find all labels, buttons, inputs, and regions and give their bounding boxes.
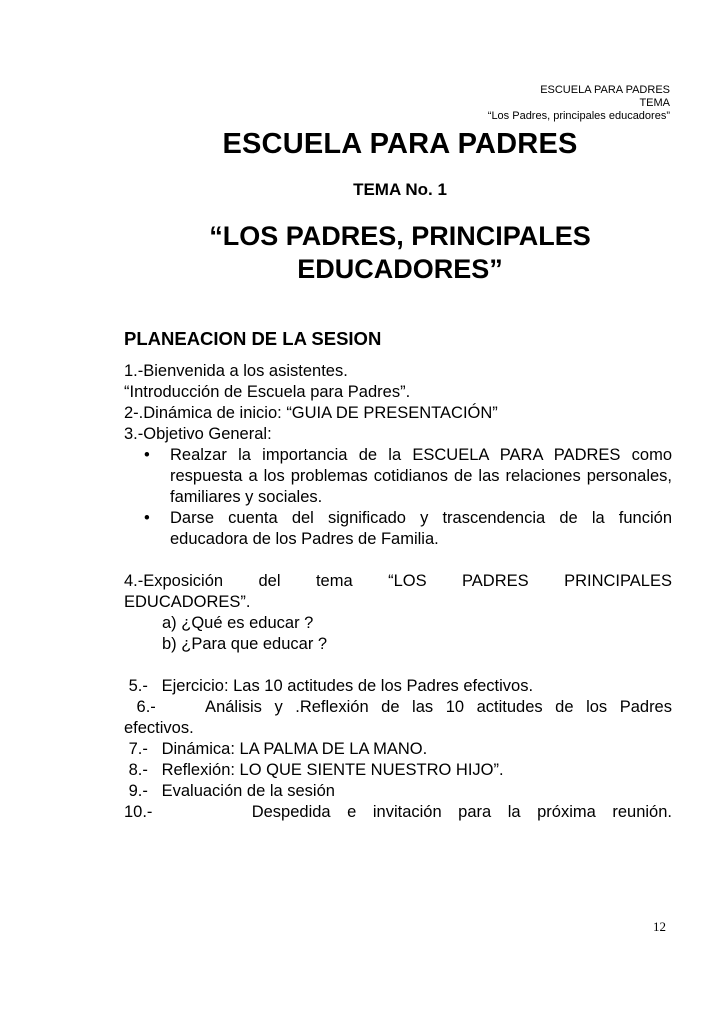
plan-item-4-a: a) ¿Qué es educar ? — [162, 614, 314, 632]
header-line-3: “Los Padres, principales educadores” — [487, 110, 670, 122]
plan-item-7: 7.- Dinámica: LA PALMA DE LA MANO. — [124, 740, 428, 758]
header-line-1: ESCUELA PARA PADRES — [540, 84, 670, 96]
subject-line-2: EDUCADORES” — [297, 254, 503, 284]
document-title: ESCUELA PARA PADRES — [222, 128, 578, 160]
list-item — [124, 508, 672, 550]
session-plan — [124, 328, 672, 823]
plan-item-4: 4.-Exposición del tema “LOS PADRES PRINCIPALES — [124, 572, 672, 590]
section-heading: PLANEACION DE LA SESION — [124, 328, 382, 349]
plan-item-2: 2-.Dinámica de inicio: “GUIA DE PRESENTACIÓN” — [124, 404, 498, 422]
bullet-icon: • — [144, 446, 150, 464]
objective-text: Realzar la importancia de la ESCUELA PARA PADRES como respuesta a los problemas cotidianos de las relaciones personales, familiares y sociales. — [170, 446, 672, 506]
plan-item-8: 8.- Reflexión: LO QUE SIENTE NUESTRO HIJO”. — [124, 761, 504, 779]
plan-item-1-detail: “Introducción de Escuela para Padres”. — [124, 383, 411, 401]
plan-item-6: 6.- Análisis y .Reflexión de las 10 actitudes de los Padres — [124, 698, 672, 716]
objective-list — [124, 445, 672, 550]
plan-item-5: 5.- Ejercicio: Las 10 actitudes de los Padres efectivos. — [124, 677, 534, 695]
plan-item-3: 3.-Objetivo General: — [124, 425, 272, 443]
objective-text: Darse cuenta del significado y trascendencia de la función educadora de los Padres de Familia. — [170, 509, 672, 548]
running-header — [488, 84, 670, 123]
header-line-2: TEMA — [639, 97, 670, 109]
plan-item-4-b: b) ¿Para que educar ? — [162, 635, 328, 653]
list-item — [124, 445, 672, 508]
plan-item-4-cont: EDUCADORES”. — [124, 593, 251, 611]
subject-line-1: “LOS PADRES, PRINCIPALES — [209, 221, 591, 251]
bullet-icon: • — [144, 509, 150, 527]
page-number: 12 — [653, 919, 666, 934]
plan-item-6-cont: efectivos. — [124, 719, 194, 737]
plan-item-1: 1.-Bienvenida a los asistentes. — [124, 362, 348, 380]
plan-item-10: 10.- Despedida e invitación para la próxima reunión. — [124, 803, 672, 821]
plan-item-9: 9.- Evaluación de la sesión — [124, 782, 335, 800]
subject-title — [0, 220, 728, 286]
tema-number: TEMA No. 1 — [353, 180, 447, 199]
